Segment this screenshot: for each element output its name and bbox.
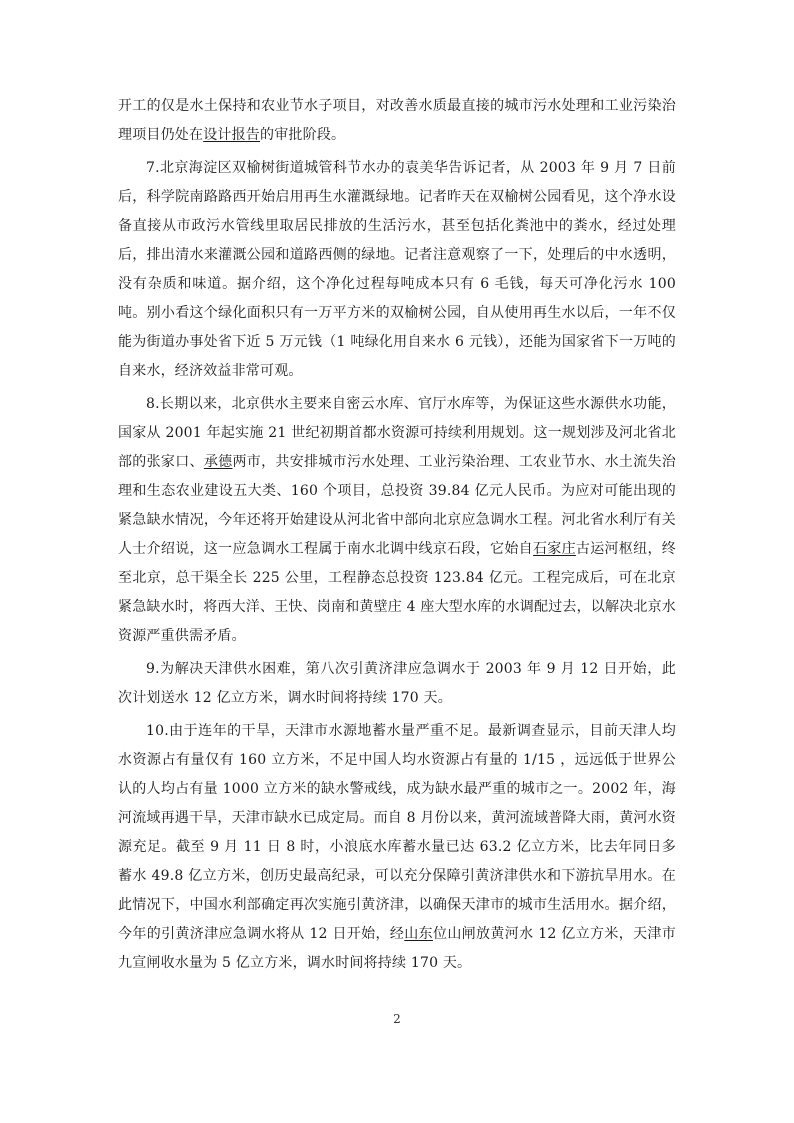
link-chengde[interactable]: 承德 (203, 454, 233, 470)
paragraph-item-8 (118, 390, 676, 651)
paragraph-intro (118, 92, 676, 150)
body-text (118, 92, 676, 982)
paragraph-item-9 (118, 655, 676, 713)
link-shijiazhuang[interactable]: 石家庄 (532, 541, 576, 557)
paragraph-item-10 (118, 717, 676, 978)
page-number: 2 (393, 1012, 401, 1026)
text-segment: 古运河枢纽，终至北京，总干渠全长 225 公里，工程静态总投资 123.84 亿元。工程完成后，可在北京紧急缺水时，将西大洋、王快、岗南和黄壁庄 4 座大型水库的水调配过去，以解决北京水资源严重供需矛盾。 (118, 541, 677, 644)
paragraph-item-7 (118, 154, 676, 386)
text-segment: 10.由于连年的干旱，天津市水源地蓄水量严重不足。最新调查显示，目前天津人均水资源占有量仅有 160 立方米，不足中国人均水资源占有量的 1/15 ，远远低于世界公认的人均占有量 1000 立方米的缺水警戒线，成为缺水最严重的城市之一。2002 年，海河流域再遇干旱，天津市缺水已成定局。而自 8 月份以来，黄河流域普降大雨，黄河水资源充足。截至 9 月 11 日 8 时，小浪底水库蓄水量已达 63.2 亿立方米，比去年同日多蓄水 49.8 亿立方米，创历史最高纪录，可以充分保障引黄济津供水和下游抗旱用水。在此情况下，中国水利部确定再次实施引黄济津，以确保天津市的城市生活用水。据介绍，今年的引黄济津应急调水将从 12 日开始，经 (118, 723, 677, 942)
text-segment: 的审批阶段。 (260, 127, 346, 143)
text-segment: 位山闸放黄河水 12 亿立方米，天津市九宣闸收水量为 5 亿立方米，调水时间将持续 170 天。 (118, 926, 676, 971)
text-segment: 8.长期以来，北京供水主要来自密云水库、官厅水库等，为保证这些水源供水功能，国家从 2001 年起实施 21 世纪初期首都水资源可持续利用规划。这一规划涉及河北省北部的张家口、 (118, 396, 676, 470)
text-segment: 两市，共安排城市污水处理、工业污染治理、工农业节水、水土流失治理和生态农业建设五大类、160 个项目，总投资 39.84 亿元人民币。为应对可能出现的紧急缺水情况，今年还将开始建设从河北省中部向北京应急调水工程。河北省水利厅有关人士介绍说，这一应急调水工程属于南水北调中线京石段，它始自 (118, 454, 677, 557)
link-design-report[interactable]: 设计报告 (203, 127, 261, 143)
link-shandong[interactable]: 山东 (404, 926, 433, 942)
text-segment: 9.为解决天津供水困难，第八次引黄济津应急调水于 2003 年 9 月 12 日开始，此次计划送水 12 亿立方米，调水时间将持续 170 天。 (118, 661, 676, 706)
text-segment: 7.北京海淀区双榆树街道城管科节水办的袁美华告诉记者，从 2003 年 9 月 7 日前后，科学院南路路西开始启用再生水灌溉绿地。记者昨天在双榆树公园看见，这个净水设备直接从市政污水管线里取居民排放的生活污水，甚至包括化粪池中的粪水，经过处理后，排出清水来灌溉公园和道路西侧的绿地。记者注意观察了一下，处理后的中水透明，没有杂质和味道。据介绍，这个净化过程每吨成本只有 6 毛钱，每天可净化污水 100 吨。别小看这个绿化面积只有一万平方米的双榆树公园，自从使用再生水以后，一年不仅能为街道办事处省下近 5 万元钱（1 吨绿化用自来水 6 元钱），还能为国家省下一万吨的自来水，经济效益非常可观。 (118, 160, 676, 379)
text-segment: 开工的仅是水土保持和农业节水子项目，对改善水质最直接的城市污水处理和工业污染治理项目仍处在 (118, 98, 676, 143)
